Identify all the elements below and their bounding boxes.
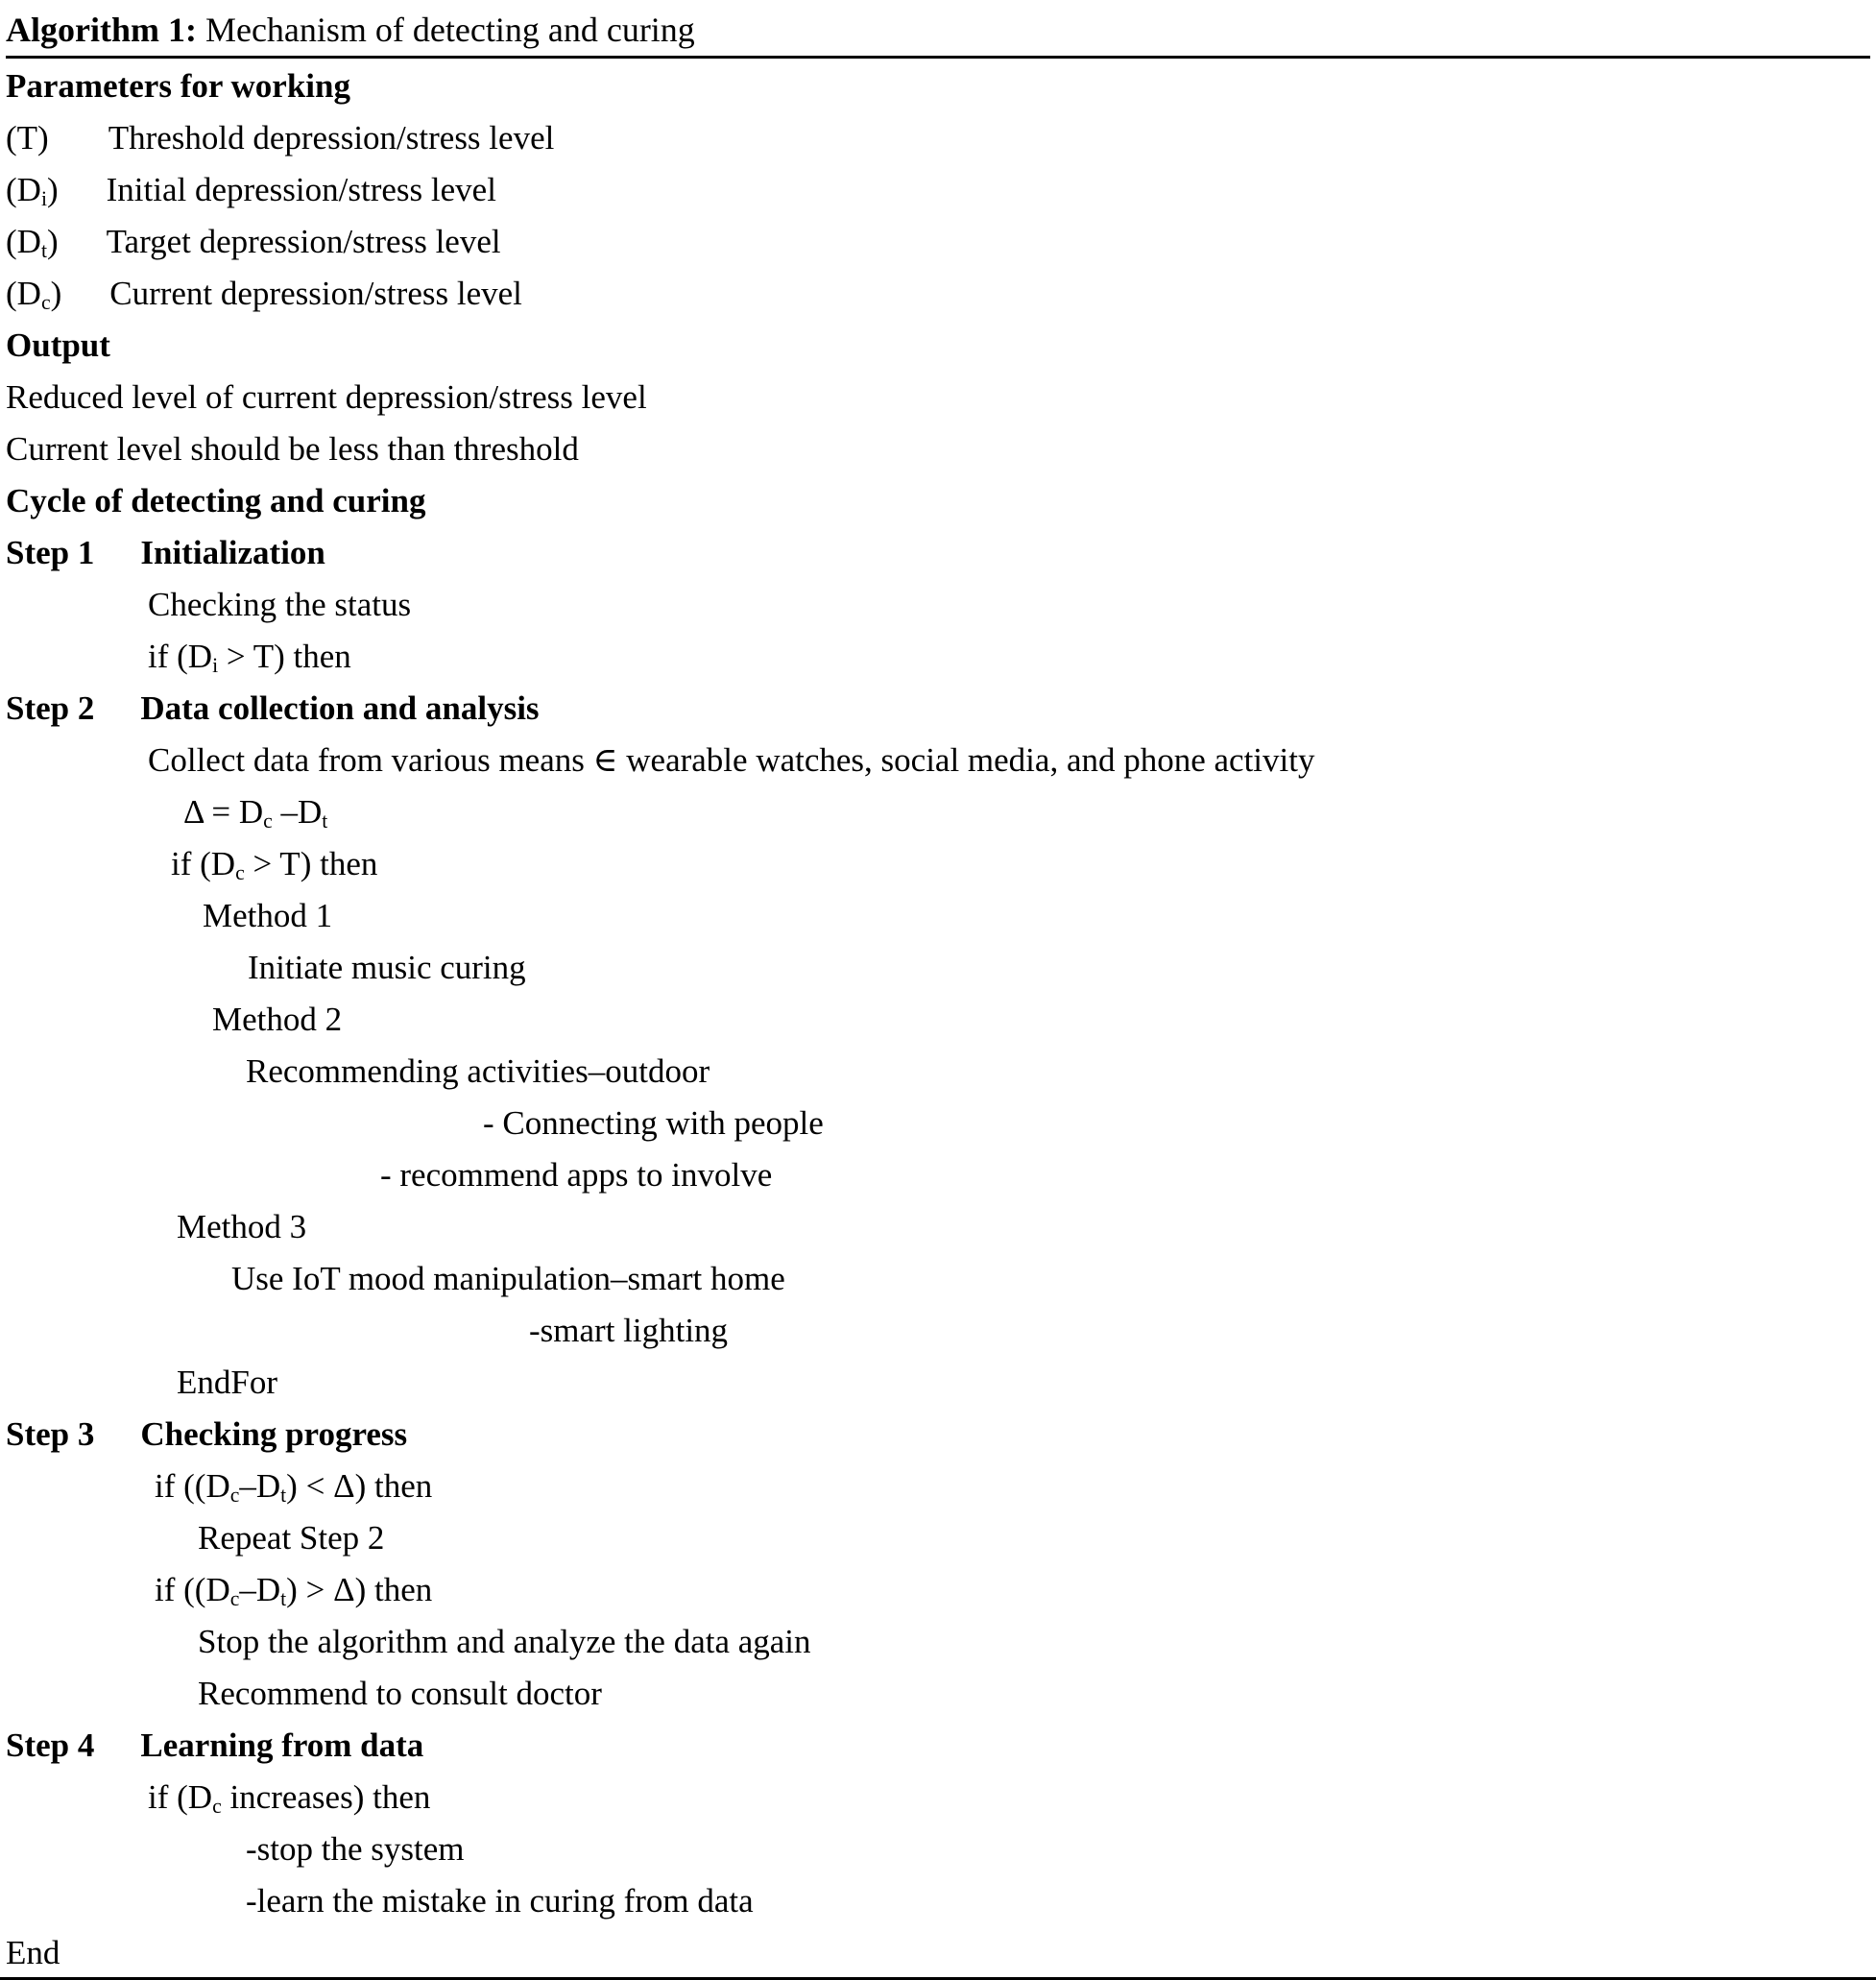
text-segment: Collect data from various means ∈ wearable watches, social media, and phone activity [148, 741, 1315, 779]
text-segment: if (D [148, 638, 213, 675]
column-gap [59, 252, 107, 253]
text-segment: Δ = D [183, 793, 264, 831]
text-segment: Recommend to consult doctor [198, 1675, 602, 1712]
text-segment: if ((D [155, 1571, 230, 1608]
code-line [6, 527, 1870, 579]
text-segment: -smart lighting [529, 1312, 729, 1349]
code-line [6, 1927, 1870, 1979]
text-segment: (D [6, 171, 41, 208]
text-segment: - Connecting with people [483, 1104, 824, 1142]
text-segment: Current level should be less than threshold [6, 430, 579, 468]
subscript: c [235, 860, 245, 884]
text-segment: -stop the system [246, 1830, 465, 1868]
code-line [6, 1409, 1870, 1461]
text-segment: Method 2 [212, 1001, 343, 1038]
text-segment: Threshold depression/stress level [108, 119, 555, 157]
code-line [6, 1616, 1870, 1668]
code-line [6, 1149, 1870, 1201]
code-line [6, 1772, 1870, 1823]
text-segment: Step 4 [6, 1726, 95, 1764]
code-line [6, 1201, 1870, 1253]
code-line [6, 1823, 1870, 1875]
algorithm-number-label: Algorithm 1: [6, 11, 197, 49]
code-line [6, 112, 1870, 164]
text-segment: –D [239, 1467, 281, 1505]
text-segment: ) < Δ) then [286, 1467, 433, 1505]
text-segment: Use IoT mood manipulation–smart home [231, 1260, 785, 1297]
code-line [6, 320, 1870, 372]
subscript: c [229, 1586, 240, 1610]
text-segment: increases) then [221, 1778, 431, 1816]
subscript: i [40, 186, 47, 210]
code-line [6, 1720, 1870, 1772]
subscript: t [40, 238, 47, 262]
text-segment: (D [6, 223, 41, 260]
text-segment: Data collection and analysis [140, 689, 540, 727]
code-line [6, 216, 1870, 268]
text-segment: Method 1 [203, 897, 333, 934]
code-line [6, 1253, 1870, 1305]
text-segment: Initiate music curing [248, 949, 526, 986]
code-line [6, 372, 1870, 423]
code-line [6, 1461, 1870, 1512]
text-segment: Parameters for working [6, 67, 350, 105]
subscript: c [212, 1794, 222, 1818]
column-gap [94, 1755, 140, 1756]
text-segment: Step 2 [6, 689, 95, 727]
text-segment: > T) then [244, 845, 378, 882]
text-segment: ) [46, 171, 59, 208]
text-segment: (T) [6, 119, 49, 157]
code-line [6, 1875, 1870, 1927]
code-line [6, 994, 1870, 1046]
code-line [6, 838, 1870, 890]
subscript: c [229, 1483, 240, 1507]
code-line [6, 423, 1870, 475]
text-segment: if ((D [155, 1467, 230, 1505]
text-segment: Checking progress [140, 1415, 408, 1453]
code-line [6, 631, 1870, 683]
text-segment: –D [239, 1571, 281, 1608]
code-line [6, 1357, 1870, 1409]
column-gap [59, 200, 107, 201]
code-line [6, 164, 1870, 216]
code-line [6, 1512, 1870, 1564]
text-segment: -learn the mistake in curing from data [246, 1882, 754, 1920]
text-segment: Stop the algorithm and analyze the data again [198, 1623, 811, 1660]
code-line [6, 579, 1870, 631]
code-line [6, 683, 1870, 735]
text-segment: Target depression/stress level [106, 223, 501, 260]
algorithm-body [6, 59, 1870, 1979]
code-line [6, 1098, 1870, 1149]
text-segment: Recommending activities–outdoor [246, 1052, 710, 1090]
column-gap [49, 148, 108, 149]
subscript: t [280, 1586, 287, 1610]
code-line [6, 786, 1870, 838]
code-line [6, 60, 1870, 112]
text-segment: ) [46, 223, 59, 260]
text-segment: Checking the status [148, 586, 412, 623]
subscript: i [212, 653, 219, 677]
text-segment: if (D [171, 845, 236, 882]
text-segment: Step 1 [6, 534, 95, 571]
text-segment: Cycle of detecting and curing [6, 482, 426, 519]
text-segment: ) > Δ) then [286, 1571, 433, 1608]
text-segment: Repeat Step 2 [198, 1519, 385, 1557]
code-line [6, 1668, 1870, 1720]
subscript: c [40, 290, 51, 314]
code-line [6, 1564, 1870, 1616]
text-segment: End [6, 1934, 60, 1971]
text-segment: (D [6, 275, 41, 312]
text-segment: > T) then [218, 638, 351, 675]
column-gap [94, 718, 140, 719]
text-segment: Initialization [140, 534, 325, 571]
text-segment: Learning from data [140, 1726, 424, 1764]
text-segment: - recommend apps to involve [380, 1156, 773, 1194]
code-line [6, 475, 1870, 527]
column-gap [94, 1444, 140, 1445]
text-segment: Reduced level of current depression/stress level [6, 378, 647, 416]
text-segment: if (D [148, 1778, 213, 1816]
text-segment: Initial depression/stress level [106, 171, 496, 208]
text-segment: Method 3 [177, 1208, 307, 1245]
text-segment: –D [272, 793, 323, 831]
code-line [6, 1046, 1870, 1098]
subscript: t [322, 809, 328, 833]
subscript: t [280, 1483, 287, 1507]
text-segment: ) [50, 275, 62, 312]
text-segment: Output [6, 326, 110, 364]
code-line [6, 890, 1870, 942]
text-segment: EndFor [177, 1364, 277, 1401]
text-segment: Step 3 [6, 1415, 95, 1453]
column-gap [94, 563, 140, 564]
algorithm-title-text: Mechanism of detecting and curing [196, 11, 695, 49]
code-line [6, 268, 1870, 320]
algorithm-title [6, 0, 1870, 59]
text-segment: Current depression/stress level [109, 275, 522, 312]
code-line [6, 1305, 1870, 1357]
column-gap [61, 303, 109, 304]
code-line [6, 942, 1870, 994]
code-line [6, 735, 1870, 786]
subscript: c [263, 809, 273, 833]
